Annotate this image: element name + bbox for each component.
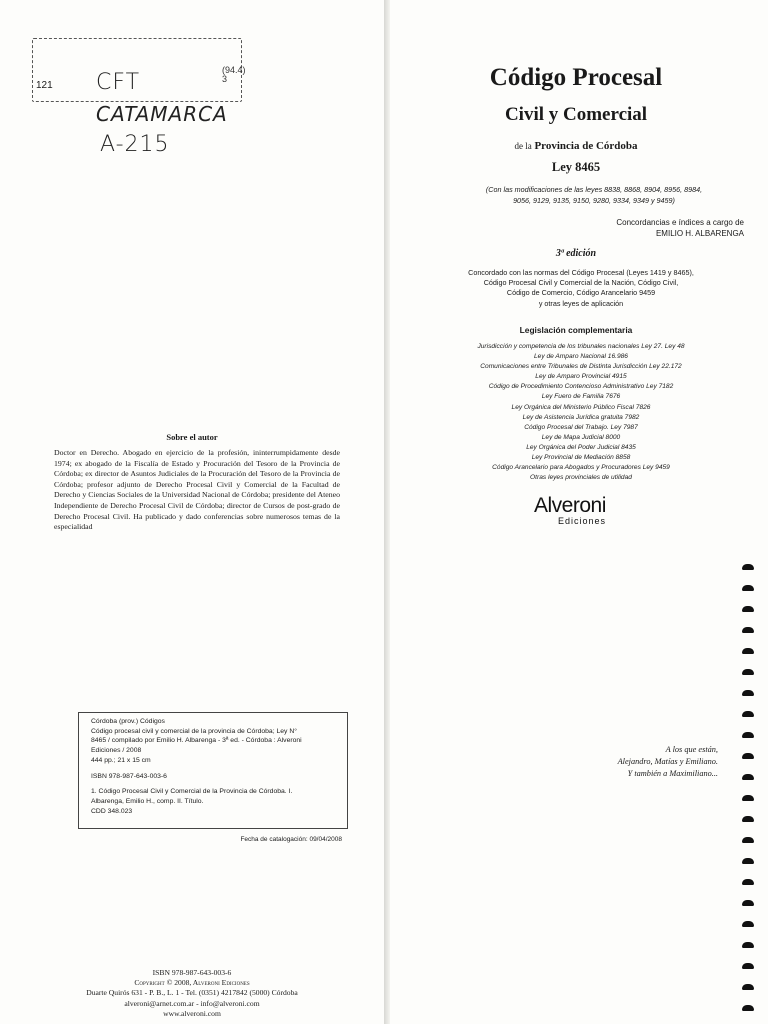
publisher-logo — [534, 494, 644, 530]
stamp-number: 121 — [36, 80, 53, 91]
imprint-email: alveroni@arnet.com.ar - info@alveroni.com — [124, 998, 260, 1008]
legislation-item: Comunicaciones entre Tribunales de Distinta Jurisdicción Ley 22.172 — [480, 363, 682, 371]
imprint-web: www.alveroni.com — [163, 1008, 221, 1018]
binding-mark — [742, 900, 754, 906]
legislation-item: Otras leyes provinciales de utilidad — [530, 474, 632, 482]
legislation-item: Código Procesal del Trabajo. Ley 7987 — [524, 423, 638, 431]
catalog-line: 8465 / compilado por Emilio H. Albarenga - 3ª ed. - Córdoba : Alveroni — [91, 737, 302, 745]
concordance-credit — [544, 217, 744, 239]
legislation-item: Jurisdicción y competencia de los tribunales nacionales Ley 27. Ley 48 — [477, 343, 685, 350]
binding-mark — [742, 963, 754, 969]
binding-mark — [742, 879, 754, 885]
binding-mark — [742, 921, 754, 927]
legislation-item: Ley de Amparo Nacional 16.986 — [534, 353, 628, 361]
modifications-line-1: (Con las modificaciones de las leyes 8838, 8868, 8904, 8956, 8984, — [485, 185, 703, 194]
publisher-sub: Ediciones — [558, 516, 607, 526]
legislation-item: Ley de Asistencia Jurídica gratuita 7982 — [522, 413, 640, 421]
catalog-cdd: CDD 348.023 — [91, 807, 133, 815]
book-subtitle: Civil y Comercial — [504, 104, 648, 125]
province-name: Provincia de Córdoba — [534, 140, 638, 152]
dedication — [534, 744, 718, 779]
edition: 3ª edición — [555, 248, 597, 259]
legislation-item: Ley Fuero de Familia 7676 — [541, 393, 621, 401]
binding-mark — [742, 753, 754, 759]
binding-mark — [742, 858, 754, 864]
concordado-line-4: y otras leyes de aplicación — [538, 298, 624, 308]
catalog-line: Córdoba (prov.) Códigos — [91, 718, 165, 725]
imprint-block — [0, 968, 384, 1019]
book-title: Código Procesal — [489, 64, 663, 91]
binding-mark — [742, 795, 754, 801]
dedication-line-2: Alejandro, Matías y Emiliano. — [617, 756, 718, 766]
legislation-item: Ley de Mapa Judicial 8000 — [541, 433, 621, 441]
binding-mark — [742, 669, 754, 675]
modifications-note — [444, 184, 744, 206]
binding-mark — [742, 774, 754, 780]
cataloging-text — [91, 717, 343, 816]
binding-mark — [742, 648, 754, 654]
concordance-line-1: Concordancias e índices a cargo de — [616, 218, 744, 227]
dedication-line-1: A los que están, — [665, 745, 718, 754]
catalog-date: Fecha de catalogación: 09/04/2008 — [240, 836, 342, 843]
imprint-copyright — [0, 978, 384, 988]
binding-mark — [742, 690, 754, 696]
handwritten-line-3: A-215 — [100, 132, 170, 157]
binding-mark — [742, 606, 754, 612]
binding-mark — [742, 627, 754, 633]
binding-mark — [742, 564, 754, 570]
page-imprint — [0, 556, 384, 1024]
concordado-note — [424, 268, 738, 309]
book-province — [384, 140, 768, 152]
catalog-isbn: ISBN 978-987-643-003-6 — [91, 772, 167, 780]
legislation-item: Código Arancelario para Abogados y Procuradores Ley 9459 — [492, 464, 670, 472]
province-prefix: de la — [514, 141, 532, 151]
binding-mark — [742, 816, 754, 822]
handwritten-line-2: CATAMARCA — [96, 102, 228, 126]
page-dedication — [384, 556, 768, 1024]
binding-mark — [742, 984, 754, 990]
binding-edge-marks — [742, 560, 762, 1024]
copyright-text: © 2008, Alveroni Ediciones — [166, 978, 250, 988]
handwritten-line-1: CFT — [96, 70, 141, 95]
binding-mark — [742, 1005, 754, 1011]
publisher-name: Alveroni — [534, 494, 606, 517]
book-law: Ley 8465 — [551, 160, 601, 174]
binding-mark — [742, 837, 754, 843]
about-author-title: Sobre el autor — [166, 432, 218, 442]
gutter-shadow — [384, 556, 390, 1024]
legislation-item: Código de Procedimiento Contencioso Administrativo Ley 7182 — [488, 383, 674, 391]
stamp-code-line1: (94.4) — [222, 65, 246, 75]
binding-mark — [742, 942, 754, 948]
copyright-label: Copyright — [134, 978, 165, 988]
legislation-title: Legislación complementaria — [519, 325, 633, 335]
binding-mark — [742, 711, 754, 717]
concordado-line-3: Código de Comercio, Código Arancelario 9459 — [506, 288, 656, 298]
legislation-item: Ley Orgánica del Ministerio Público Fiscal 7826 — [511, 403, 651, 411]
concordance-author: EMILIO H. ALBARENGA — [655, 229, 744, 238]
page-title-page — [384, 0, 768, 556]
catalog-line: 444 pp.; 21 x 15 cm — [91, 756, 151, 764]
binding-mark — [742, 732, 754, 738]
about-author-text: Doctor en Derecho. Abogado en ejercicio de la profesión, ininterrumpidamente desde 1974; ex abogado de la Fiscalía de Estado y Procuración del Tesoro de la Provincia de Córdoba; ex director de Asuntos Judiciales de la Procuración del Tesoro de la Provincia de Córdoba; profesor adjunto de Derecho Procesal Civil y Comercial de la Facultad de Derecho y Ciencias Sociales de la Universidad Nacional de Córdoba; presidente del Ateneo Independiente de Derecho Procesal Civil de Córdoba; director de Cursos de post-grado de Derecho Procesal Civil. Ha publicado y dado conferencias sobre numerosos temas de la especialidad — [54, 448, 340, 532]
imprint-address: Duarte Quirós 631 - P. B., L. 1 - Tel. (0351) 4217842 (5000) Córdoba — [86, 988, 298, 998]
dedication-line-3: Y también a Maximiliano... — [627, 768, 718, 778]
modifications-line-2: 9056, 9129, 9135, 9150, 9280, 9334, 9349 y 9459) — [513, 196, 675, 205]
page-top-left — [0, 0, 384, 556]
catalog-line: Ediciones / 2008 — [91, 747, 142, 755]
catalog-line: Albarenga, Emilio H., comp. II. Título. — [91, 797, 204, 805]
legislation-item: Ley de Amparo Provincial 4915 — [535, 373, 627, 381]
legislation-item: Ley Provincial de Mediación 8858 — [531, 454, 631, 462]
concordado-line-2: Código Procesal Civil y Comercial de la Nación, Código Civil, — [483, 278, 679, 288]
imprint-isbn: ISBN 978-987-643-003-6 — [152, 968, 232, 977]
catalog-line: Código procesal civil y comercial de la provincia de Córdoba; Ley N° — [91, 727, 297, 735]
legislation-list — [424, 342, 738, 483]
binding-mark — [742, 585, 754, 591]
legislation-item: Ley Orgánica del Poder Judicial 8435 — [526, 443, 636, 451]
catalog-line: 1. Código Procesal Civil y Comercial de la Provincia de Córdoba. I. — [91, 788, 293, 796]
stamp-code — [222, 66, 246, 84]
stamp-code-line2: 3 — [222, 74, 228, 84]
concordado-line-1: Concordado con las normas del Código Procesal (Leyes 1419 y 8465), — [468, 268, 694, 277]
